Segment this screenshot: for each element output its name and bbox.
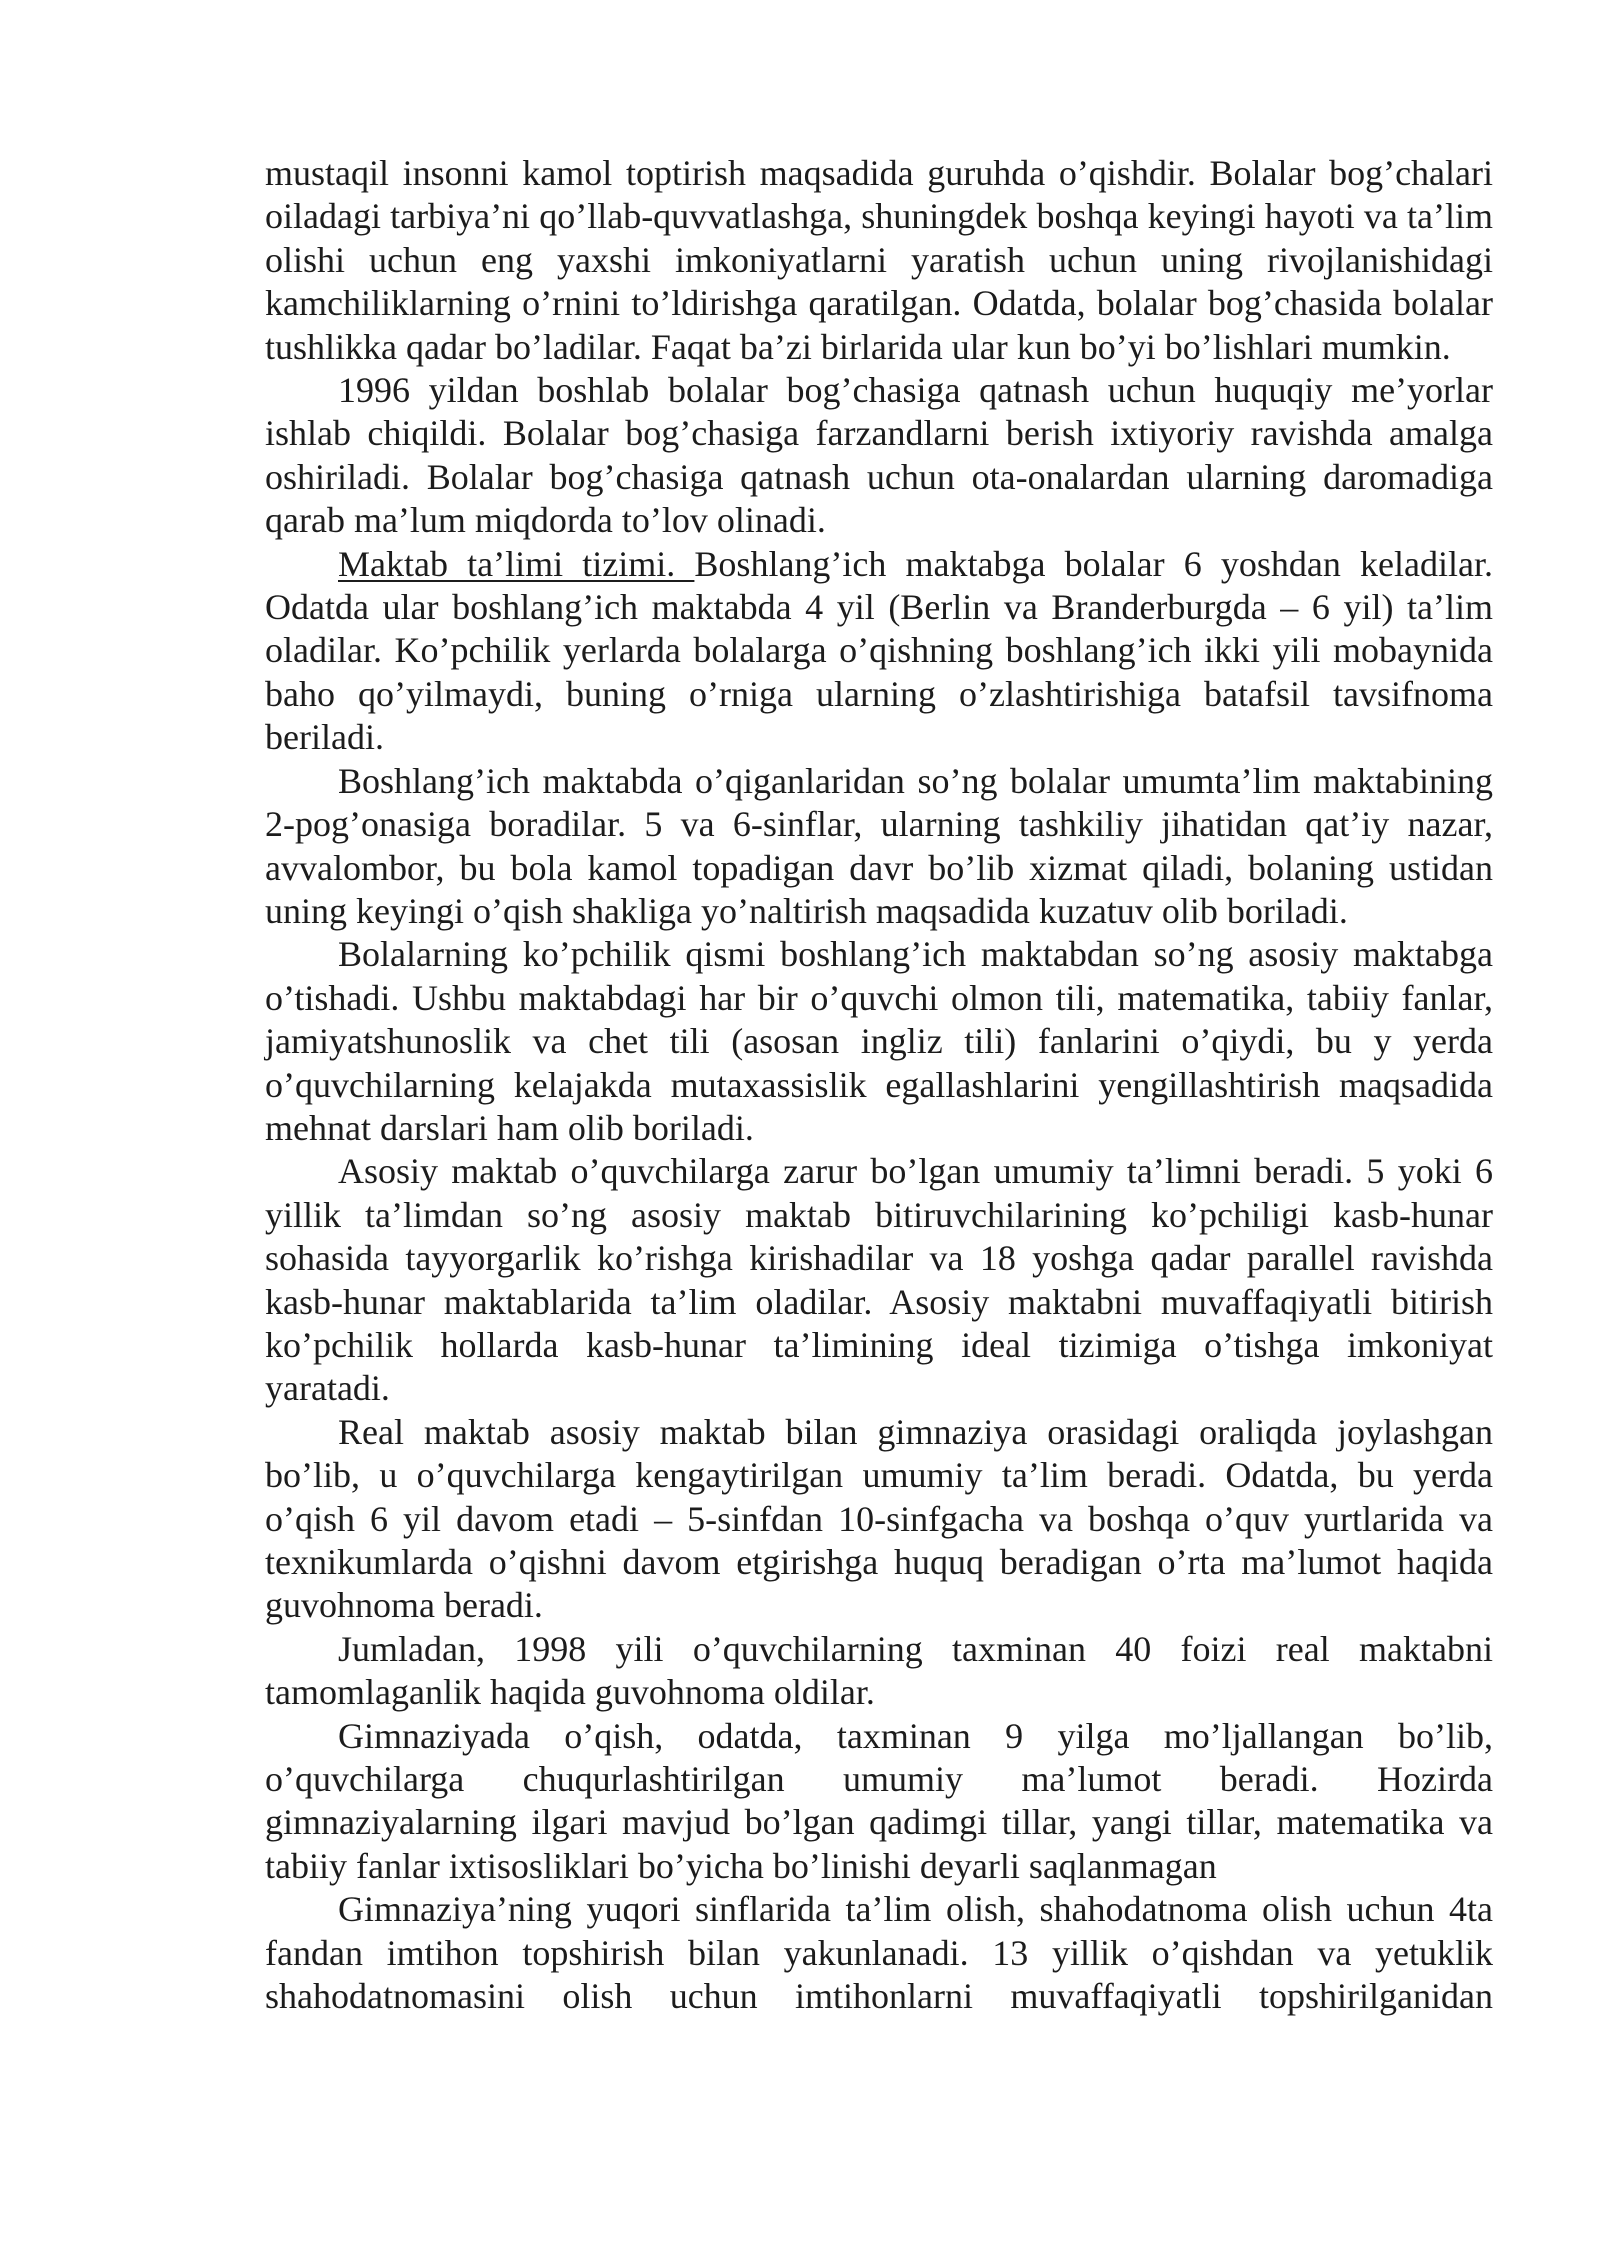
document-page (265, 152, 1493, 2018)
paragraph-real-school (265, 1411, 1493, 1628)
paragraph-school-system (265, 543, 1493, 760)
paragraph-kindergarten-purpose (265, 152, 1493, 369)
paragraph-kindergarten-regulation (265, 369, 1493, 543)
paragraph-text: Jumladan, 1998 yili o’quvchilarning taxminan 40 foizi real maktabni tamomlaganlik haqida guvohnoma oldilar. (265, 1628, 1493, 1713)
section-heading: Maktab ta’limi tizimi. (338, 543, 695, 584)
paragraph-text: Boshlang’ich maktabga bolalar 6 yoshdan keladilar. Odatda ular boshlang’ich maktabda 4 yil (Berlin va Branderburgda – 6 yil) ta’lim oladilar. Ko’pchilik yerlarda bolalarga o’qishning boshlang’ich ikki yili mobaynida baho qo’yilmaydi, buning o’rniga ularning o’zlashtirishiga batafsil tavsifnoma beriladi. (265, 543, 1494, 758)
paragraph-text: Gimnaziyada o’qish, odatda, taxminan 9 yilga mo’ljallangan bo’lib, o’quvchilarga chuqurlashtirilgan umumiy ma’lumot beradi. Hozirda gimnaziyalarning ilgari mavjud bo’lgan qadimgi tillar, yangi tillar, matematika va tabiiy fanlar ixtisosliklari bo’yicha bo’linishi deyarli saqlanmagan (265, 1715, 1493, 1886)
paragraph-basic-school-education (265, 1150, 1493, 1410)
paragraph-text: mustaqil insonni kamol toptirish maqsadida guruhda o’qishdir. Bolalar bog’chalari oiladagi tarbiya’ni qo’llab-quvvatlashga, shuningdek boshqa keyingi hayoti va ta’lim olishi uchun eng yaxshi imkoniyatlarni yaratish uchun uning rivojlanishidagi kamchiliklarning o’rnini to’ldirishga qaratilgan. Odatda, bolalar bog’chasida bolalar tushlikka qadar bo’ladilar. Faqat ba’zi birlarida ular kun bo’yi bo’lishlari mumkin. (265, 153, 1493, 367)
paragraph-gymnasium (265, 1715, 1493, 1889)
paragraph-gymnasium-upper (265, 1888, 1493, 2018)
paragraph-text: 1996 yildan boshlab bolalar bog’chasiga qatnash uchun huquqiy me’yorlar ishlab chiqildi. Bolalar bog’chasiga farzandlarni berish ixtiyoriy ravishda amalga oshiriladi. Bolalar bog’chasiga qatnash uchun ota-onalardan ularning daromadiga qarab ma’lum miqdorda to’lov olinadi. (265, 370, 1493, 541)
paragraph-basic-school (265, 933, 1493, 1150)
paragraph-statistics-1998 (265, 1628, 1493, 1715)
paragraph-text: Gimnaziya’ning yuqori sinflarida ta’lim olish, shahodatnoma olish uchun 4ta fandan imtihon topshirish bilan yakunlanadi. 13 yillik o’qishdan va yetuklik shahodatnomasini olish uchun imtihonlarni muvaffaqiyatli topshirilganidan (265, 1889, 1493, 2017)
paragraph-second-stage (265, 760, 1493, 934)
paragraph-text: Bolalarning ko’pchilik qismi boshlang’ich maktabdan so’ng asosiy maktabga o’tishadi. Ushbu maktabdagi har bir o’quvchi olmon tili, matematika, tabiiy fanlar, jamiyatshunoslik va chet tili (asosan ingliz tili) fanlarini o’qiydi, bu y yerda o’quvchilarning kelajakda mutaxassislik egallashlarini yengillashtirish maqsadida mehnat darslari ham olib boriladi. (265, 934, 1493, 1148)
paragraph-text: Boshlang’ich maktabda o’qiganlaridan so’ng bolalar umumta’lim maktabining 2-pog’onasiga boradilar. 5 va 6-sinflar, ularning tashkiliy jihatidan qat’iy nazar, avvalombor, bu bola kamol topadigan davr bo’lib xizmat qiladi, bolaning ustidan uning keyingi o’qish shakliga yo’naltirish maqsadida kuzatuv olib boriladi. (265, 760, 1493, 931)
paragraph-text: Real maktab asosiy maktab bilan gimnaziya orasidagi oraliqda joylashgan bo’lib, u o’quvchilarga kengaytirilgan umumiy ta’lim beradi. Odatda, bu yerda o’qish 6 yil davom etadi – 5-sinfdan 10-sinfgacha va boshqa o’quv yurtlarida va texnikumlarda o’qishni davom etgirishga huquq beradigan o’rta ma’lumot haqida guvohnoma beradi. (265, 1411, 1493, 1626)
paragraph-text: Asosiy maktab o’quvchilarga zarur bo’lgan umumiy ta’limni beradi. 5 yoki 6 yillik ta’limdan so’ng asosiy maktab bitiruvchilarining ko’pchiligi kasb-hunar sohasida tayyorgarlik ko’rishga kirishadilar va 18 yoshga qadar parallel ravishda kasb-hunar maktablarida ta’lim oladilar. Asosiy maktabni muvaffaqiyatli bitirish ko’pchilik hollarda kasb-hunar ta’limining ideal tizimiga o’tishga imkoniyat yaratadi. (265, 1151, 1493, 1409)
